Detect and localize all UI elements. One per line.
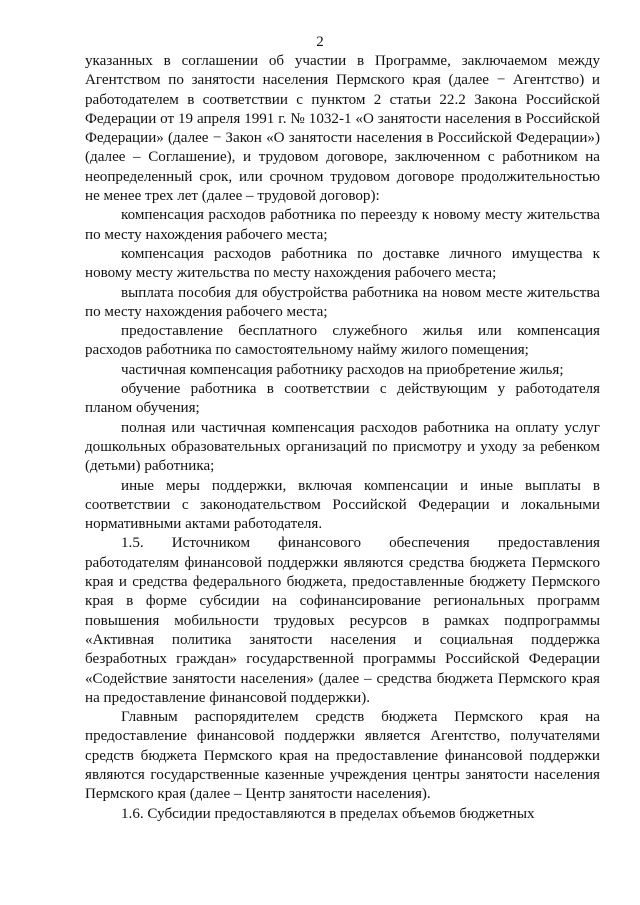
paragraph: Главным распорядителем средств бюджета Пермского края на предоставление финансовой поддержки является Агентство, получателями средств бюджета Пермского края на предоставление финансовой поддержки являются государственные казенные учреждения центры занятости населения Пермского края (далее – Центр занятости населения). <box>85 709 600 803</box>
document-body <box>85 52 600 824</box>
paragraph-continuation: указанных в соглашении об участии в Программе, заключаемом между Агентством по занятости населения Пермского края (далее − Агентство) и работодателем в соответствии с пунктом 2 статьи 22.2 Закона Российской Федерации от 19 апреля 1991 г. № 1032-1 «О занятости населения в Российской Федерации» (далее − Закон «О занятости населения в Российской Федерации») (далее – Соглашение), и трудовом договоре, заключенном с работником на неопределенный срок, или срочном трудовом договоре продолжительностью не менее трех лет (далее – трудовой договор): <box>85 53 600 205</box>
section-1-6-paragraph: 1.6. Субсидии предоставляются в пределах объемов бюджетных <box>121 805 535 822</box>
list-item: частичная компенсация работнику расходов на приобретение жилья; <box>121 361 564 378</box>
list-item: иные меры поддержки, включая компенсации и иные выплаты в соответствии с законодательством Российской Федерации и локальными нормативными актами работодателя. <box>85 477 600 533</box>
list-item: полная или частичная компенсация расходов работника на оплату услуг дошкольных образовательных организаций по присмотру и уходу за ребенком (детьми) работника; <box>85 419 600 475</box>
page-number: 2 <box>316 34 324 50</box>
list-item: предоставление бесплатного служебного жилья или компенсация расходов работника по самостоятельному найму жилого помещения; <box>85 323 600 359</box>
list-item: обучение работника в соответствии с действующим у работодателя планом обучения; <box>85 381 600 417</box>
list-item: выплата пособия для обустройства работника на новом месте жительства по месту нахождения рабочего места; <box>85 284 600 320</box>
section-1-5-paragraph: 1.5. Источником финансового обеспечения предоставления работодателям финансовой поддержки являются средства бюджета Пермского края и средства федерального бюджета, предоставленные бюджету Пермского края в форме субсидии на софинансирование региональных программ повышения мобильности трудовых ресурсов в рамках подпрограммы «Активная политика занятости населения и социальная поддержка безработных граждан» государственной программы Российской Федерации «Содействие занятости населения» (далее – средства бюджета Пермского края на предоставление финансовой поддержки). <box>85 535 600 706</box>
list-item: компенсация расходов работника по переезду к новому месту жительства по месту нахождения рабочего места; <box>85 207 600 243</box>
list-item: компенсация расходов работника по доставке личного имущества к новому месту жительства по месту нахождения рабочего места; <box>85 245 600 282</box>
